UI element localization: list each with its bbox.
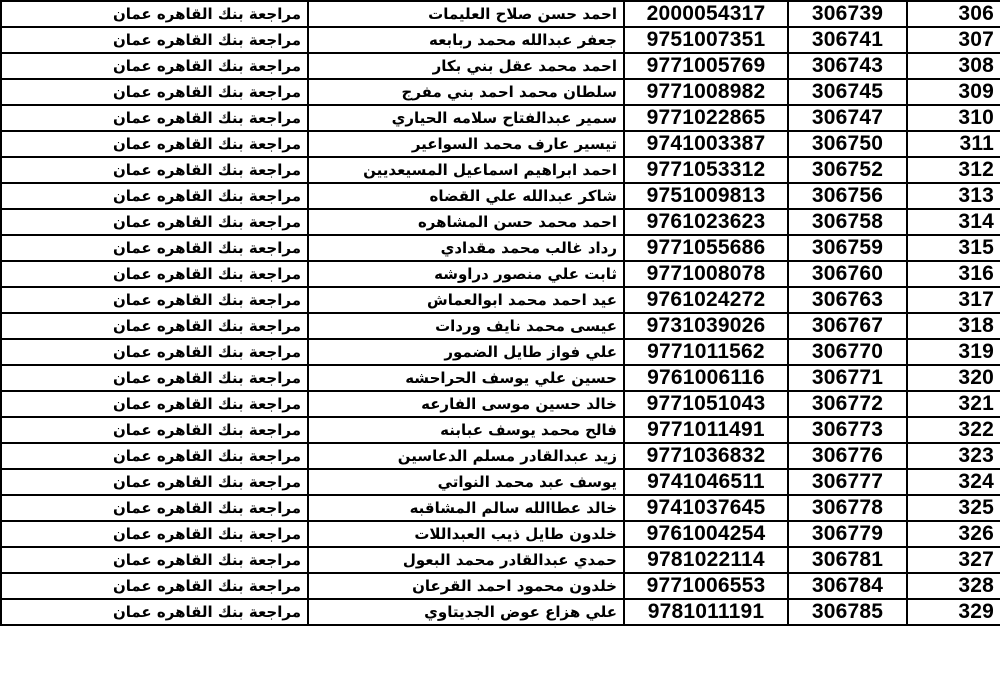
table-row [1, 573, 1000, 599]
serial-number-cell: 307 [907, 27, 1000, 53]
serial-number-cell: 319 [907, 339, 1000, 365]
table-row [1, 443, 1000, 469]
full-name-cell: خلدون طايل ذيب العبداللات [308, 521, 624, 547]
table-row [1, 131, 1000, 157]
branch-note-cell: مراجعة بنك القاهره عمان [1, 365, 308, 391]
full-name-cell: احمد محمد عقل بني بكار [308, 53, 624, 79]
record-code-cell: 306759 [788, 235, 907, 261]
full-name-cell: علي فواز طايل الضمور [308, 339, 624, 365]
full-name-cell: خالد حسين موسى الفارعه [308, 391, 624, 417]
serial-number-cell: 326 [907, 521, 1000, 547]
table-row [1, 495, 1000, 521]
table-row [1, 469, 1000, 495]
national-id-cell: 9771036832 [624, 443, 788, 469]
branch-note-cell: مراجعة بنك القاهره عمان [1, 131, 308, 157]
branch-note-cell: مراجعة بنك القاهره عمان [1, 209, 308, 235]
national-id-cell: 9771008078 [624, 261, 788, 287]
national-id-cell: 9771053312 [624, 157, 788, 183]
table-row [1, 79, 1000, 105]
record-code-cell: 306778 [788, 495, 907, 521]
record-code-cell: 306785 [788, 599, 907, 625]
table-row [1, 235, 1000, 261]
table-row [1, 183, 1000, 209]
full-name-cell: جعفر عبدالله محمد ربابعه [308, 27, 624, 53]
serial-number-cell: 328 [907, 573, 1000, 599]
full-name-cell: احمد ابراهيم اسماعيل المسيعديين [308, 157, 624, 183]
serial-number-cell: 308 [907, 53, 1000, 79]
serial-number-cell: 315 [907, 235, 1000, 261]
full-name-cell: رداد غالب محمد مقدادي [308, 235, 624, 261]
full-name-cell: خلدون محمود احمد القرعان [308, 573, 624, 599]
table-row [1, 157, 1000, 183]
national-id-cell: 9771005769 [624, 53, 788, 79]
serial-number-cell: 313 [907, 183, 1000, 209]
record-code-cell: 306773 [788, 417, 907, 443]
table-row [1, 521, 1000, 547]
table-row [1, 209, 1000, 235]
record-code-cell: 306747 [788, 105, 907, 131]
full-name-cell: حسين علي يوسف الحراحشه [308, 365, 624, 391]
serial-number-cell: 329 [907, 599, 1000, 625]
record-code-cell: 306743 [788, 53, 907, 79]
branch-note-cell: مراجعة بنك القاهره عمان [1, 339, 308, 365]
record-code-cell: 306750 [788, 131, 907, 157]
branch-note-cell: مراجعة بنك القاهره عمان [1, 235, 308, 261]
national-id-cell: 9771008982 [624, 79, 788, 105]
branch-note-cell: مراجعة بنك القاهره عمان [1, 417, 308, 443]
national-id-cell: 2000054317 [624, 1, 788, 27]
records-table-body [1, 1, 1000, 625]
national-id-cell: 9771051043 [624, 391, 788, 417]
record-code-cell: 306763 [788, 287, 907, 313]
table-row [1, 547, 1000, 573]
national-id-cell: 9741046511 [624, 469, 788, 495]
full-name-cell: علي هزاع عوض الجديتاوي [308, 599, 624, 625]
table-row [1, 105, 1000, 131]
record-code-cell: 306752 [788, 157, 907, 183]
full-name-cell: زيد عبدالقادر مسلم الدعاسين [308, 443, 624, 469]
national-id-cell: 9741037645 [624, 495, 788, 521]
table-row [1, 417, 1000, 443]
serial-number-cell: 323 [907, 443, 1000, 469]
table-row [1, 313, 1000, 339]
serial-number-cell: 316 [907, 261, 1000, 287]
serial-number-cell: 318 [907, 313, 1000, 339]
branch-note-cell: مراجعة بنك القاهره عمان [1, 53, 308, 79]
record-code-cell: 306767 [788, 313, 907, 339]
full-name-cell: شاكر عبدالله علي القضاه [308, 183, 624, 209]
record-code-cell: 306772 [788, 391, 907, 417]
full-name-cell: خالد عطاالله سالم المشاقبه [308, 495, 624, 521]
national-id-cell: 9771011562 [624, 339, 788, 365]
national-id-cell: 9771011491 [624, 417, 788, 443]
record-code-cell: 306739 [788, 1, 907, 27]
table-row [1, 1, 1000, 27]
branch-note-cell: مراجعة بنك القاهره عمان [1, 287, 308, 313]
record-code-cell: 306760 [788, 261, 907, 287]
record-code-cell: 306781 [788, 547, 907, 573]
record-code-cell: 306770 [788, 339, 907, 365]
branch-note-cell: مراجعة بنك القاهره عمان [1, 1, 308, 27]
full-name-cell: احمد محمد حسن المشاهره [308, 209, 624, 235]
national-id-cell: 9761006116 [624, 365, 788, 391]
serial-number-cell: 309 [907, 79, 1000, 105]
national-id-cell: 9781022114 [624, 547, 788, 573]
serial-number-cell: 311 [907, 131, 1000, 157]
serial-number-cell: 321 [907, 391, 1000, 417]
record-code-cell: 306784 [788, 573, 907, 599]
branch-note-cell: مراجعة بنك القاهره عمان [1, 573, 308, 599]
national-id-cell: 9761004254 [624, 521, 788, 547]
branch-note-cell: مراجعة بنك القاهره عمان [1, 495, 308, 521]
branch-note-cell: مراجعة بنك القاهره عمان [1, 599, 308, 625]
record-code-cell: 306756 [788, 183, 907, 209]
national-id-cell: 9751007351 [624, 27, 788, 53]
table-row [1, 365, 1000, 391]
serial-number-cell: 306 [907, 1, 1000, 27]
branch-note-cell: مراجعة بنك القاهره عمان [1, 469, 308, 495]
table-row [1, 53, 1000, 79]
national-id-cell: 9741003387 [624, 131, 788, 157]
national-id-cell: 9771022865 [624, 105, 788, 131]
branch-note-cell: مراجعة بنك القاهره عمان [1, 261, 308, 287]
serial-number-cell: 314 [907, 209, 1000, 235]
table-row [1, 391, 1000, 417]
table-row [1, 27, 1000, 53]
full-name-cell: سلطان محمد احمد بني مفرج [308, 79, 624, 105]
full-name-cell: احمد حسن صلاح العليمات [308, 1, 624, 27]
full-name-cell: تيسير عارف محمد السواعير [308, 131, 624, 157]
serial-number-cell: 327 [907, 547, 1000, 573]
serial-number-cell: 322 [907, 417, 1000, 443]
branch-note-cell: مراجعة بنك القاهره عمان [1, 157, 308, 183]
national-id-cell: 9781011191 [624, 599, 788, 625]
full-name-cell: عيد احمد محمد ابوالعماش [308, 287, 624, 313]
national-id-cell: 9771006553 [624, 573, 788, 599]
record-code-cell: 306779 [788, 521, 907, 547]
record-code-cell: 306771 [788, 365, 907, 391]
record-code-cell: 306741 [788, 27, 907, 53]
national-id-cell: 9761024272 [624, 287, 788, 313]
table-row [1, 339, 1000, 365]
record-code-cell: 306777 [788, 469, 907, 495]
record-code-cell: 306758 [788, 209, 907, 235]
full-name-cell: عيسى محمد نايف وردات [308, 313, 624, 339]
serial-number-cell: 310 [907, 105, 1000, 131]
serial-number-cell: 317 [907, 287, 1000, 313]
table-row [1, 261, 1000, 287]
branch-note-cell: مراجعة بنك القاهره عمان [1, 313, 308, 339]
national-id-cell: 9771055686 [624, 235, 788, 261]
branch-note-cell: مراجعة بنك القاهره عمان [1, 391, 308, 417]
branch-note-cell: مراجعة بنك القاهره عمان [1, 547, 308, 573]
national-id-cell: 9731039026 [624, 313, 788, 339]
national-id-cell: 9761023623 [624, 209, 788, 235]
branch-note-cell: مراجعة بنك القاهره عمان [1, 27, 308, 53]
serial-number-cell: 312 [907, 157, 1000, 183]
national-id-cell: 9751009813 [624, 183, 788, 209]
full-name-cell: يوسف عبد محمد النواتي [308, 469, 624, 495]
branch-note-cell: مراجعة بنك القاهره عمان [1, 521, 308, 547]
serial-number-cell: 320 [907, 365, 1000, 391]
record-code-cell: 306745 [788, 79, 907, 105]
serial-number-cell: 324 [907, 469, 1000, 495]
serial-number-cell: 325 [907, 495, 1000, 521]
record-code-cell: 306776 [788, 443, 907, 469]
full-name-cell: فالح محمد يوسف عبابنه [308, 417, 624, 443]
branch-note-cell: مراجعة بنك القاهره عمان [1, 105, 308, 131]
full-name-cell: سمير عبدالفتاح سلامه الحياري [308, 105, 624, 131]
branch-note-cell: مراجعة بنك القاهره عمان [1, 79, 308, 105]
full-name-cell: ثابت علي منصور دراوشه [308, 261, 624, 287]
table-row [1, 287, 1000, 313]
table-row [1, 599, 1000, 625]
full-name-cell: حمدي عبدالقادر محمد البعول [308, 547, 624, 573]
branch-note-cell: مراجعة بنك القاهره عمان [1, 443, 308, 469]
branch-note-cell: مراجعة بنك القاهره عمان [1, 183, 308, 209]
